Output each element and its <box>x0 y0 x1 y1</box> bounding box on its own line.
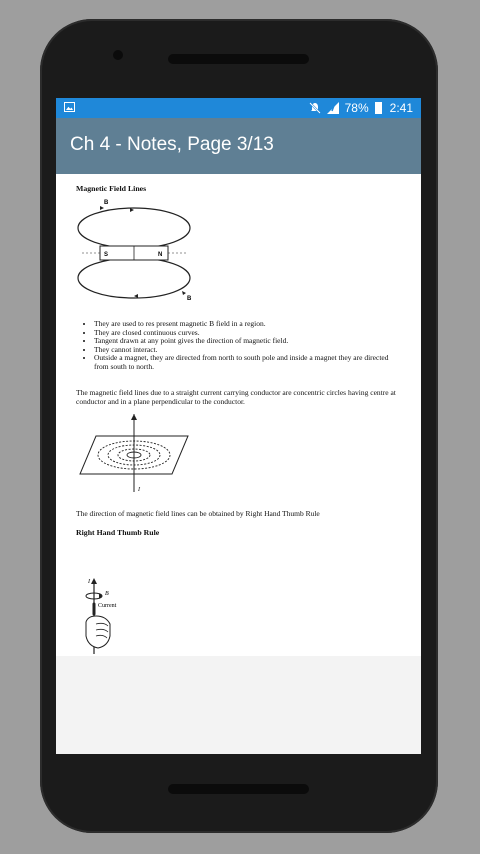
clock: 2:41 <box>389 101 413 115</box>
earpiece-speaker <box>168 54 309 64</box>
signal-icon <box>327 102 339 114</box>
figure3-label-i: I <box>88 579 90 585</box>
bottom-speaker <box>168 784 309 794</box>
battery-percent: 78% <box>344 101 369 115</box>
status-bar <box>56 98 421 118</box>
paragraph-straight-conductor: The magnetic field lines due to a straight current carrying conductor are concentric circles having centre at conductor and in a plane perpendicular to the conductor. <box>76 388 396 406</box>
bullet-item: • They are closed continuous curves. <box>94 329 394 338</box>
field-lines-bullet-list <box>94 320 394 372</box>
mute-icon <box>309 102 321 114</box>
right-hand-thumb-figure <box>74 574 130 660</box>
image-icon <box>64 102 75 112</box>
paragraph-right-hand-rule: The direction of magnetic field lines can be obtained by Right Hand Thumb Rule <box>76 509 320 518</box>
app-bar <box>56 118 421 174</box>
section-title-right-hand-thumb-rule: Right Hand Thumb Rule <box>76 528 160 537</box>
figure1-label-bottom-b: B <box>187 296 192 302</box>
front-camera <box>113 50 123 60</box>
figure2-current-label: I <box>138 487 140 493</box>
figure3-label-b: B <box>105 591 109 597</box>
page-bottom-area <box>56 656 421 754</box>
figure1-label-top-b: B <box>104 200 109 206</box>
figure1-label-s: S <box>104 252 109 258</box>
bar-magnet-figure <box>74 198 194 302</box>
bullet-item: • Outside a magnet, they are directed from north to south pole and inside a magnet they are directed from south to north. <box>94 354 394 371</box>
page-title: Ch 4 - Notes, Page 3/13 <box>70 134 274 155</box>
bullet-item: • They cannot interact. <box>94 346 394 355</box>
bullet-item: • They are used to res present magnetic B field in a region. <box>94 320 394 329</box>
battery-icon <box>375 102 382 114</box>
figure1-label-n: N <box>158 252 163 258</box>
screen <box>56 98 421 754</box>
figure3-label-current: Current <box>98 603 117 609</box>
bullet-item: • Tangent drawn at any point gives the direction of magnetic field. <box>94 337 394 346</box>
document-page[interactable] <box>70 176 408 656</box>
section-title-magnetic-field-lines: Magnetic Field Lines <box>76 184 147 193</box>
straight-conductor-figure <box>78 412 190 496</box>
status-right <box>309 100 413 116</box>
